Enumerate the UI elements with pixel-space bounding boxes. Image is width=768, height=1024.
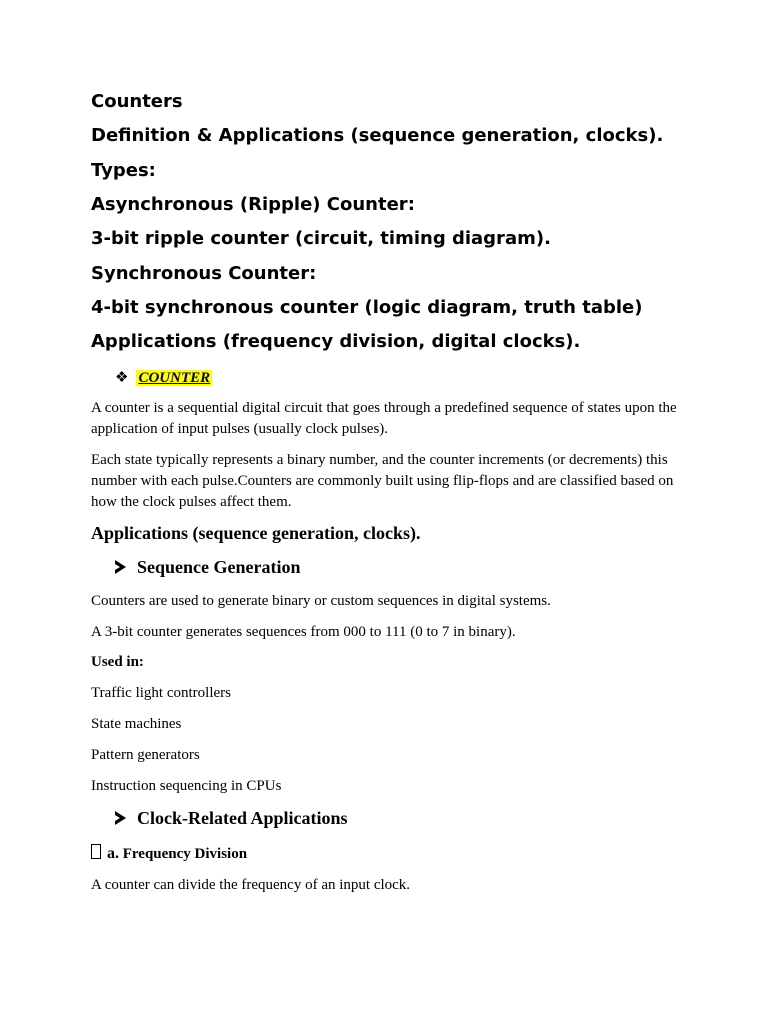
sequence-line-1: Counters are used to generate binary or custom sequences in digital systems. [91, 593, 551, 609]
heading-definition: Definition & Applications (sequence generation, clocks). [91, 125, 664, 146]
use-item: Traffic light controllers [91, 685, 231, 701]
use-item: Instruction sequencing in CPUs [91, 778, 282, 794]
frequency-division-title: Frequency Division [122, 846, 248, 862]
sequence-line-2: A 3-bit counter generates sequences from 000 to 111 (0 to 7 in binary). [91, 624, 516, 640]
sequence-generation-title: Sequence Generation [137, 557, 301, 577]
heading-3bit: 3-bit ripple counter (circuit, timing diagram). [91, 228, 551, 249]
frequency-division-heading [91, 843, 681, 865]
heading-counters: Counters [91, 91, 183, 112]
clock-related-title: Clock-Related Applications [137, 808, 348, 828]
paragraph-definition: A counter is a sequential digital circuit that goes through a predefined sequence of states upon the application of input pulses (usually clock pulses). [91, 400, 677, 437]
applications-heading: Applications (sequence generation, clocks). [91, 523, 421, 543]
frequency-line-1: A counter can divide the frequency of an input clock. [91, 877, 411, 893]
use-item: Pattern generators [91, 747, 200, 763]
use-item: State machines [91, 716, 182, 732]
sub-prefix: a. [107, 845, 119, 862]
counter-bullet [115, 368, 212, 387]
diamond-bullet-icon: ❖ [115, 370, 129, 386]
missing-glyph-box-icon [91, 844, 101, 859]
arrow-bullet-icon [115, 811, 126, 825]
paragraph-states: Each state typically represents a binary number, and the counter increments (or decrements) this number with each pulse.Counters are commonly built using flip-flops and are classified based on how the clock pulses affect them. [91, 452, 674, 510]
clock-related-bullet [115, 808, 348, 829]
arrow-bullet-icon [115, 560, 126, 574]
heading-async: Asynchronous (Ripple) Counter: [91, 194, 415, 215]
sequence-generation-bullet [115, 557, 301, 578]
counter-highlight: COUNTER [138, 370, 211, 386]
used-in-label: Used in: [91, 654, 144, 670]
heading-types: Types: [91, 160, 156, 181]
heading-applications: Applications (frequency division, digital clocks). [91, 331, 581, 352]
heading-sync: Synchronous Counter: [91, 263, 317, 284]
heading-4bit: 4-bit synchronous counter (logic diagram, truth table) [91, 297, 643, 318]
